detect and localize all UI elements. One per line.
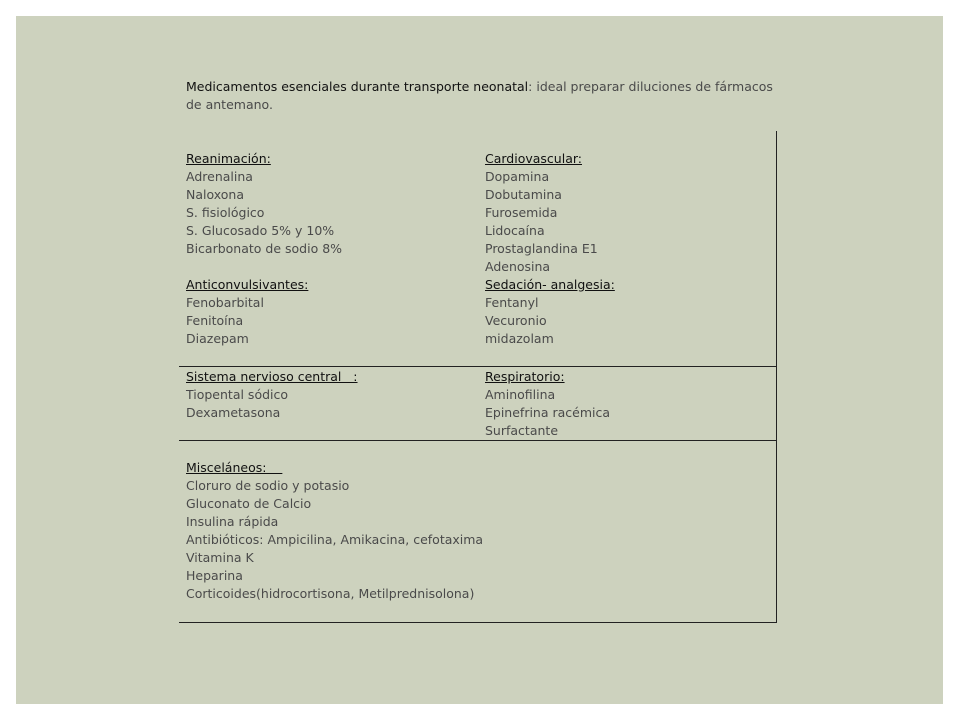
section-block-3 bbox=[179, 459, 777, 621]
intro-text: : ideal preparar diluciones de fármacos de antemano. bbox=[186, 79, 773, 112]
list-item: Adrenalina bbox=[186, 169, 253, 184]
list-item: Vitamina K bbox=[186, 550, 254, 565]
list-item: Vecuronio bbox=[485, 313, 547, 328]
list-item: S. Glucosado 5% y 10% bbox=[186, 223, 335, 238]
list-item: Diazepam bbox=[186, 331, 249, 346]
table-bottom-border bbox=[179, 622, 777, 623]
list-item: Gluconato de Calcio bbox=[186, 496, 312, 511]
list-item: Epinefrina racémica bbox=[485, 405, 611, 420]
list-item: Insulina rápida bbox=[186, 514, 279, 529]
list-item: Heparina bbox=[186, 568, 243, 583]
block1-left-column bbox=[186, 150, 481, 348]
list-item: Surfactante bbox=[485, 423, 559, 438]
intro-title: Medicamentos esenciales durante transporte neonatal bbox=[186, 79, 529, 94]
list-item: Fenitoína bbox=[186, 313, 244, 328]
table-divider-1 bbox=[179, 366, 777, 367]
list-item: midazolam bbox=[485, 331, 554, 346]
medication-table bbox=[179, 131, 777, 623]
list-item: Antibióticos: Ampicilina, Amikacina, cefotaxima bbox=[186, 532, 484, 547]
heading-anticonvulsivantes: Anticonvulsivantes: bbox=[186, 277, 309, 292]
block3-column bbox=[186, 459, 586, 603]
list-item: Bicarbonato de sodio 8% bbox=[186, 241, 343, 256]
list-item: Furosemida bbox=[485, 205, 558, 220]
list-item-spacer bbox=[186, 258, 481, 276]
heading-sedacion-analgesia: Sedación- analgesia: bbox=[485, 277, 615, 292]
section-block-1 bbox=[179, 150, 777, 365]
heading-reanimacion: Reanimación: bbox=[186, 151, 271, 166]
list-item: Aminofilina bbox=[485, 387, 556, 402]
list-item: Lidocaína bbox=[485, 223, 545, 238]
list-item: Dobutamina bbox=[485, 187, 562, 202]
list-item: Prostaglandina E1 bbox=[485, 241, 598, 256]
table-divider-2 bbox=[179, 440, 777, 441]
list-item: Cloruro de sodio y potasio bbox=[186, 478, 350, 493]
heading-cardiovascular: Cardiovascular: bbox=[485, 151, 582, 166]
list-item: Dexametasona bbox=[186, 405, 281, 420]
list-item: Adenosina bbox=[485, 259, 551, 274]
list-item: Tiopental sódico bbox=[186, 387, 289, 402]
list-item: Corticoides(hidrocortisona, Metilprednisolona) bbox=[186, 586, 475, 601]
block2-left-column bbox=[186, 368, 481, 422]
list-item: Dopamina bbox=[485, 169, 550, 184]
section-block-2 bbox=[179, 368, 777, 440]
heading-respiratorio: Respiratorio: bbox=[485, 369, 565, 384]
list-item: Fenobarbital bbox=[186, 295, 264, 310]
intro-paragraph bbox=[186, 78, 786, 114]
heading-sistema-nervioso-central: Sistema nervioso central : bbox=[186, 369, 358, 384]
list-item: Fentanyl bbox=[485, 295, 539, 310]
list-item: Naloxona bbox=[186, 187, 244, 202]
heading-miscelaneos: Misceláneos: bbox=[186, 460, 283, 475]
list-item: S. fisiológico bbox=[186, 205, 265, 220]
block1-right-column bbox=[485, 150, 775, 348]
block2-right-column bbox=[485, 368, 775, 440]
